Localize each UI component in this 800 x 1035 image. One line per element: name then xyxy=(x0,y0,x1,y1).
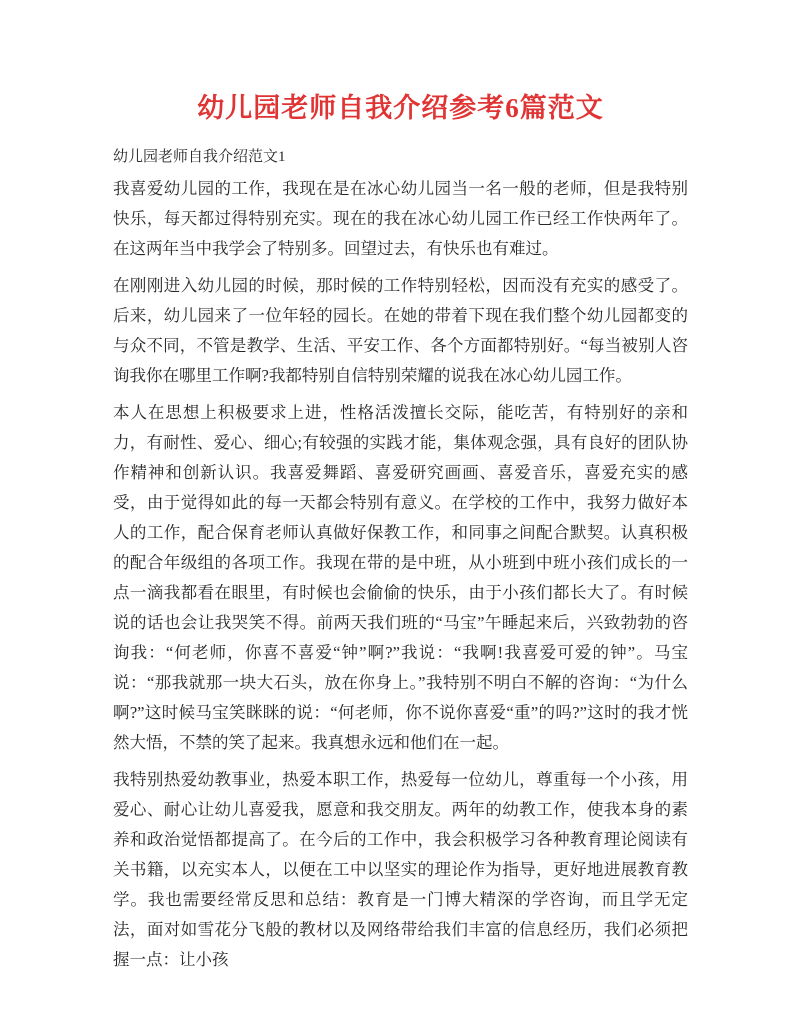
document-body xyxy=(113,174,688,975)
paragraph: 我喜爱幼儿园的工作，我现在是在冰心幼儿园当一名一般的老师，但是我特别快乐，每天都过得特别充实。现在的我在冰心幼儿园工作已经工作快两年了。在这两年当中我学会了特别多。回望过去，有快乐也有难过。 xyxy=(113,179,688,258)
paragraph: 本人在思想上积极要求上进，性格活泼擅长交际，能吃苦，有特别好的亲和力，有耐性、爱心、细心;有较强的实践才能，集体观念强，具有良好的团队协作精神和创新认识。我喜爱舞蹈、喜爱研究画画、喜爱音乐，喜爱充实的感受，由于觉得如此的每一天都会特别有意义。在学校的工作中，我努力做好本人的工作，配合保育老师认真做好保教工作，和同事之间配合默契。认真积极的配合年级组的各项工作。我现在带的是中班，从小班到中班小孩们成长的一点一滴我都看在眼里，有时候也会偷偷的快乐，由于小孩们都长大了。有时候说的话也会让我哭笑不得。前两天我们班的“马宝”午睡起来后，兴致勃勃的咨询我：“何老师，你喜不喜爱“钟”啊?”我说：“我啊!我喜爱可爱的钟”。马宝说：“那我就那一块大石头，放在你身上。”我特别不明白不解的咨询：“为什么啊?”这时候马宝笑眯眯的说：“何老师，你不说你喜爱“重”的吗?”这时的我才恍然大悟，不禁的笑了起来。我真想永远和他们在一起。 xyxy=(113,403,688,752)
paragraph: 我特别热爱幼教事业，热爱本职工作，热爱每一位幼儿，尊重每一个小孩，用爱心、耐心让幼儿喜爱我，愿意和我交朋友。两年的幼教工作，使我本身的素养和政治觉悟都提高了。在今后的工作中，我会积极学习各种教育理论阅读有关书籍，以充实本人，以便在工中以坚实的理论作为指导，更好地进展教育教学。我也需要经常反思和总结：教育是一门博大精深的学咨询，而且学无定法，面对如雪花分飞般的教材以及网络带给我们丰富的信息经历，我们必须把握一点：让小孩 xyxy=(113,770,688,969)
paragraph: 在刚刚进入幼儿园的时候，那时候的工作特别轻松，因而没有充实的感受了。后来，幼儿园来了一位年轻的园长。在她的带着下现在我们整个幼儿园都变的与众不同，不管是教学、生活、平安工作、各个方面都特别好。“每当被别人咨询我你在哪里工作啊?我都特别自信特别荣耀的说我在冰心幼儿园工作。 xyxy=(113,276,688,385)
document-title: 幼儿园老师自我介绍参考6篇范文 xyxy=(197,93,604,123)
section-heading: 幼儿园老师自我介绍范文1 xyxy=(113,149,286,165)
